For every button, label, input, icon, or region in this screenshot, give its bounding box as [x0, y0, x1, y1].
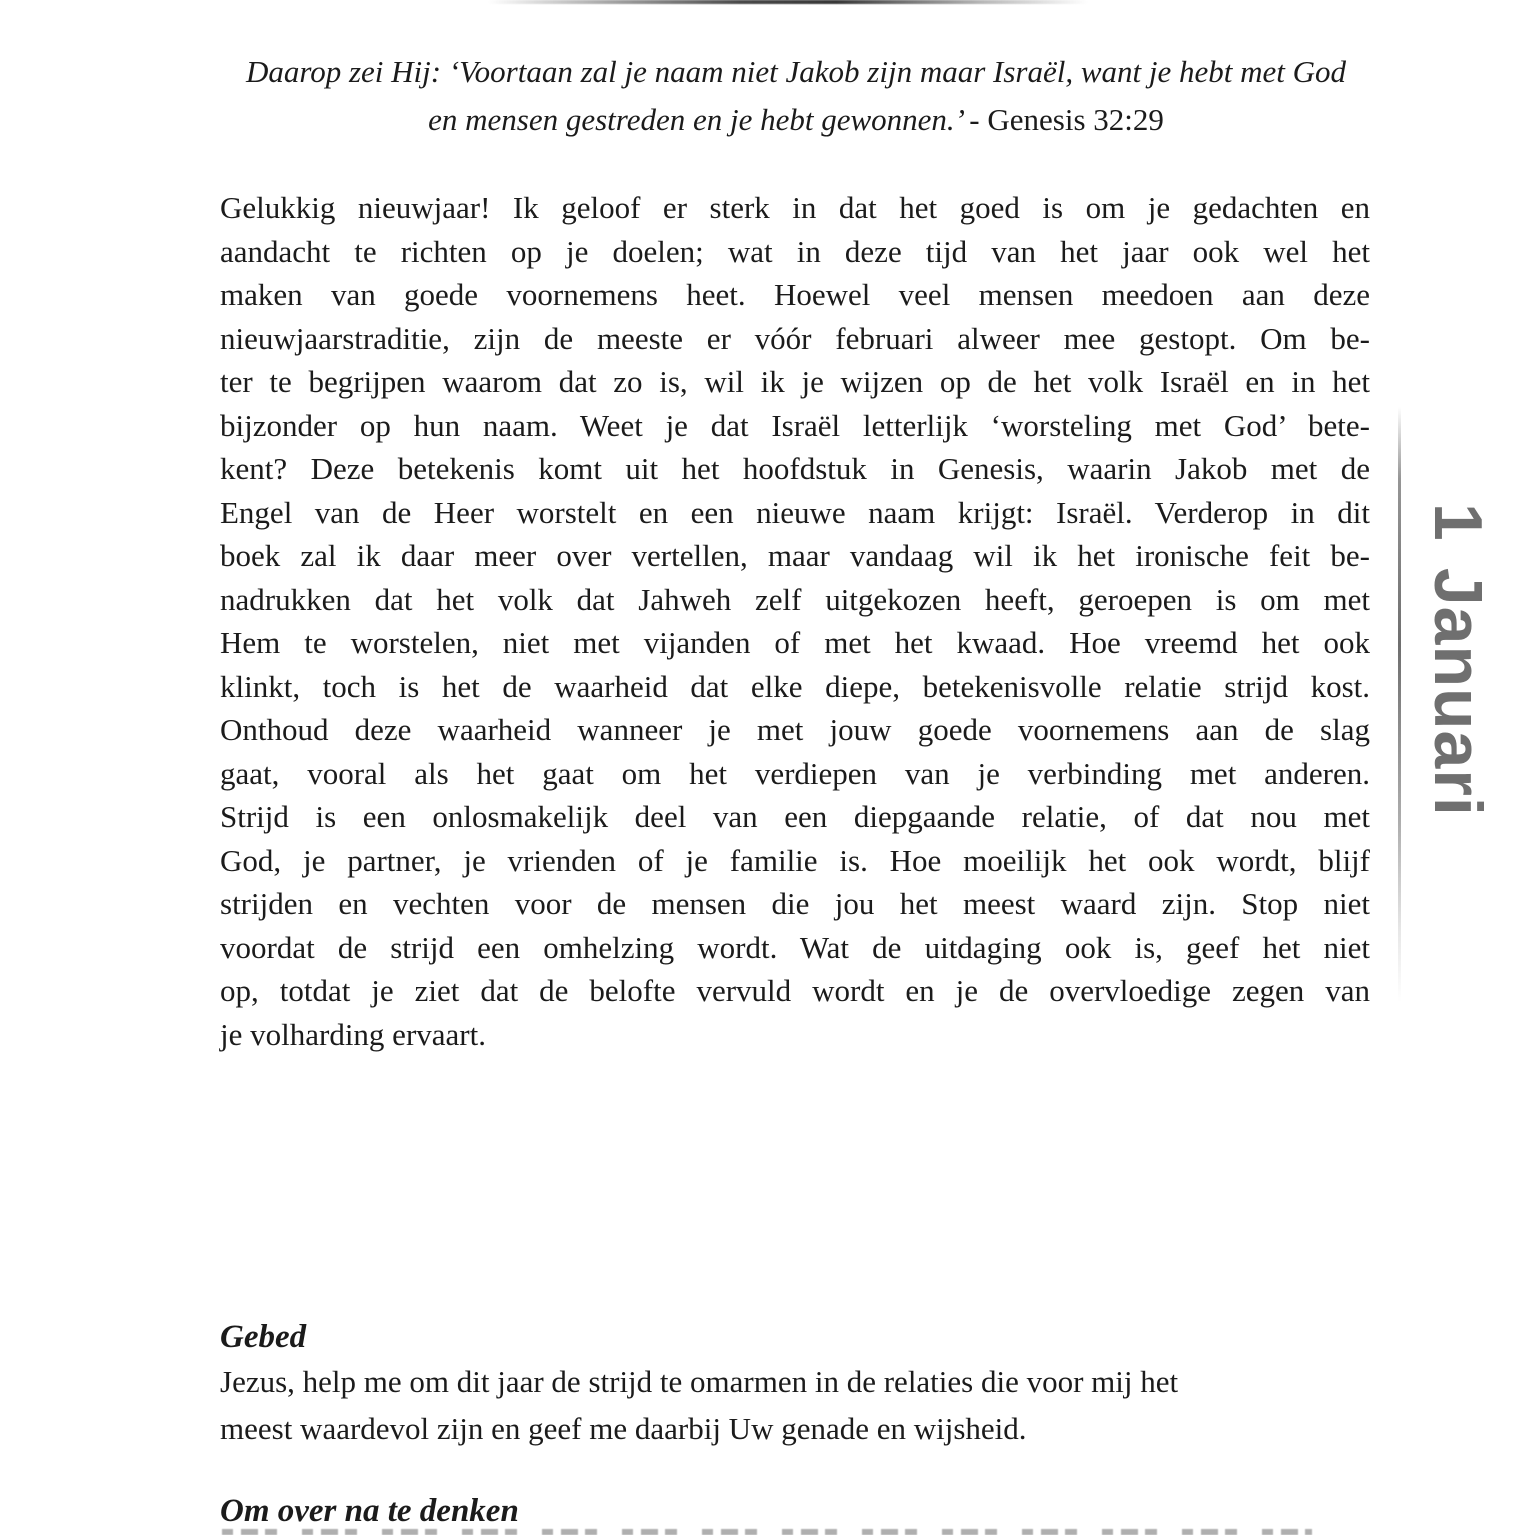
body-text-line: maken van goede voornemens heet. Hoewel veel mensen meedoen aan deze — [220, 277, 1370, 312]
sidebar-tab-rule — [1398, 407, 1401, 1002]
body-text-line: klinkt, toch is het de waarheid dat elke diepe, betekenisvolle relatie strijd kost. — [220, 668, 1370, 704]
body-text-line: strijden en vechten voor de mensen die jou het meest waard zijn. Stop niet — [220, 886, 1370, 921]
body-text-line: je volharding ervaart. — [220, 1016, 486, 1052]
prayer-heading: Gebed — [220, 1319, 307, 1355]
page-top-scan-shadow — [488, 0, 1088, 4]
verse-line-1: Daarop zei Hij: ‘Voortaan zal je naam niet Jakob zijn maar Israël, want je hebt met God — [245, 54, 1347, 89]
prayer-line: meest waardevol zijn en geef me daarbij Uw genade en wijsheid. — [220, 1411, 1027, 1446]
body-text-line: boek zal ik daar meer over vertellen, maar vandaag wil ik het ironische feit be- — [220, 538, 1370, 573]
body-text-line: bijzonder op hun naam. Weet je dat Israël letterlijk ‘worsteling met God’ bete- — [220, 407, 1370, 443]
reflection-heading: Om over na te denken — [220, 1493, 519, 1529]
prayer-text — [220, 1358, 1372, 1452]
body-text-line: Strijd is een onlosmakelijk deel van een diepgaande relatie, of dat nou met — [220, 799, 1370, 834]
body-text-line: op, totdat je ziet dat de belofte vervuld wordt en je de overvloedige zegen van — [220, 973, 1370, 1008]
date-tab — [1419, 503, 1497, 817]
body-text-line: nieuwjaarstraditie, zijn de meeste er vóór februari alweer mee gestopt. Om be- — [220, 320, 1370, 356]
body-text-line: voordat de strijd een omhelzing wordt. Wat de uitdaging ook is, geef het niet — [220, 929, 1370, 965]
body-text-line: Gelukkig nieuwjaar! Ik geloof er sterk in dat het goed is om je gedachten en — [220, 190, 1370, 225]
body-text-line: kent? Deze betekenis komt uit het hoofdstuk in Genesis, waarin Jakob met de — [220, 451, 1370, 486]
bible-verse — [218, 48, 1374, 144]
date-tab-day: 1 — [1420, 503, 1496, 542]
body-text-line: gaat, vooral als het gaat om het verdiepen van je verbinding met anderen. — [220, 755, 1370, 791]
body-text-line: God, je partner, je vrienden of je familie is. Hoe moeilijk het ook wordt, blijf — [220, 842, 1370, 878]
body-text-line: Onthoud deze waarheid wanneer je met jouw goede voornemens aan de slag — [220, 712, 1370, 747]
body-text-line: Engel van de Heer worstelt en een nieuwe naam krijgt: Israël. Verderop in dit — [220, 494, 1370, 530]
verse-reference: - Genesis 32:29 — [969, 102, 1164, 137]
date-tab-month: Januari — [1420, 567, 1496, 817]
body-text-line: aandacht te richten op je doelen; wat in deze tijd van het jaar ook wel het — [220, 233, 1370, 269]
body-text-line: ter te begrijpen waarom dat zo is, wil ik je wijzen op de het volk Israël en in het — [220, 364, 1370, 399]
devotional-text — [220, 186, 1370, 1056]
body-text-line: Hem te worstelen, niet met vijanden of met het kwaad. Hoe vreemd het ook — [220, 625, 1370, 660]
prayer-line: Jezus, help me om dit jaar de strijd te omarmen in de relaties die voor mij het — [220, 1364, 1179, 1399]
partial-next-text-line — [222, 1529, 1312, 1535]
verse-line-2: en mensen gestreden en je hebt gewonnen.’ — [428, 102, 962, 137]
body-text-line: nadrukken dat het volk dat Jahweh zelf uitgekozen heeft, geroepen is om met — [220, 581, 1370, 617]
